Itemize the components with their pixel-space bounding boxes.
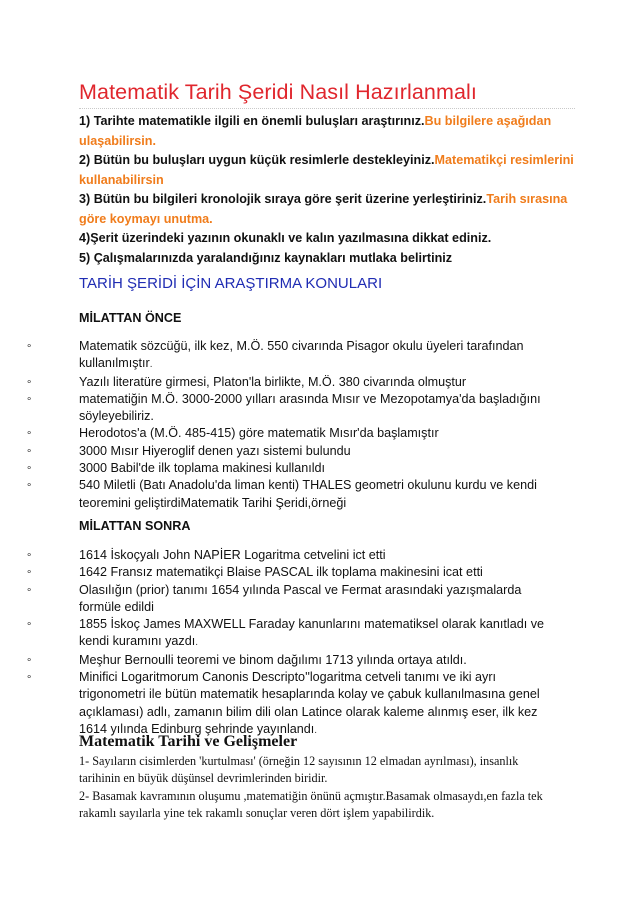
bullet-icon: ∘	[26, 463, 33, 475]
list-item: ∘ Meşhur Bernoulli teoremi ve binom dağılımı 1713 yılında ortaya atıldı.	[0, 652, 560, 669]
list-item: ∘ 1855 İskoç James MAXWELL Faraday kanunlarını matematiksel olarak kanıtladı ve kendi kuramını yazdı.	[26, 617, 545, 649]
instruction-step: 2) Bütün bu buluşları uygun küçük resimlerle destekleyiniz.Matematikçi resimlerini kullanabilirsin	[79, 153, 574, 187]
history-paragraph: 2- Basamak kavramının oluşumu ,matematiğin önünü açmıştır.Basamak olmasaydı,en fazla tek rakamlı sayılarla yine tek rakamlı sonuçlar veren dört işlem yapabilirdik.	[79, 789, 543, 821]
bullet-icon: ∘	[26, 480, 33, 492]
instruction-step: 5) Çalışmalarınızda yaralandığınız kaynakları mutlaka belirtiniz	[79, 250, 453, 265]
instructions	[79, 112, 579, 268]
bullet-icon: ∘	[26, 654, 33, 666]
page-title: Matematik Tarih Şeridi Nasıl Hazırlanmalı	[79, 80, 477, 104]
list-item: ∘ 3000 Mısır Hiyeroglif denen yazı sistemi bulundu	[0, 443, 560, 460]
bc-heading: MİLATTAN ÖNCE	[79, 311, 182, 325]
bc-list	[0, 338, 560, 512]
ad-heading: MİLATTAN SONRA	[79, 519, 191, 533]
list-item: ∘ Matematik sözcüğü, ilk kez, M.Ö. 550 civarında Pisagor okulu üyeleri tarafından kullanılmıştır.	[26, 339, 524, 371]
list-item: ∘ 1642 Fransız matematikçi Blaise PASCAL ilk toplama makinesini icat etti	[0, 564, 560, 581]
list-item: ∘ Minifici Logaritmorum Canonis Descripto''logaritma cetveli tanımı ve iki ayrı trigonometri ile bütün matematik hesaplarında kolay ve çabuk kullanılmasına genel açıklaması) adlı, zamanın bilim dili olan Latince olarak kaleme alınmış eser, ilk kez 1614 yılında Edinburg şehrinde yayınlandı.	[26, 670, 540, 736]
bullet-icon: ∘	[26, 341, 33, 352]
bullet-icon: ∘	[26, 672, 33, 684]
bullet-icon: ∘	[26, 567, 33, 579]
instruction-step: 1) Tarihte matematikle ilgili en önemli buluşları araştırınız.Bu bilgilere aşağıdan ulaşabilirsin.	[79, 114, 552, 148]
research-section-title: TARİH ŞERİDİ İÇİN ARAŞTIRMA KONULARI	[79, 275, 383, 292]
bullet-icon: ∘	[26, 584, 33, 596]
bullet-icon: ∘	[26, 445, 33, 457]
list-item: ∘ Yazılı literatüre girmesi, Platon'la birlikte, M.Ö. 380 civarında olmuştur	[0, 374, 560, 391]
history-title: Matematik Tarihi ve Gelişmeler	[79, 733, 298, 750]
reference-link[interactable]: .	[149, 359, 153, 371]
instruction-step: 4)Şerit üzerindeki yazının okunaklı ve kalın yazılmasına dikkat ediniz.	[79, 231, 492, 245]
list-item: ∘ matematiğin M.Ö. 3000-2000 yılları arasında Mısır ve Mezopotamya'da başladığını söyleyebiliriz.	[26, 391, 541, 424]
list-item: ∘ 540 Miletli (Batı Anadolu'da liman kenti) THALES geometri okulunu kurdu ve kendi teoremini geliştirdiMatematik Tarihi Şeridi,örneği	[26, 478, 537, 510]
list-item: ∘ 3000 Babil'de ilk toplama makinesi kullanıldı	[0, 460, 560, 477]
history-paragraph: 1- Sayıların cisimlerden 'kurtulması' (örneğin 12 sayısının 12 elmadan ayrılması), insanlık tarihinin en büyük düşünsel devrimlerinden biridir.	[79, 754, 519, 786]
list-item: ∘ 1614 İskoçyalı John NAPİER Logaritma cetvelini ict etti	[0, 547, 560, 564]
bullet-icon: ∘	[26, 550, 33, 561]
title-divider	[79, 108, 575, 109]
list-item: ∘ Herodotos'a (M.Ö. 485-415) göre matematik Mısır'da başlamıştır	[0, 425, 560, 442]
bullet-icon: ∘	[26, 428, 33, 440]
reference-link[interactable]: .	[314, 724, 318, 736]
ad-list	[0, 547, 560, 739]
bullet-icon: ∘	[26, 393, 33, 405]
bullet-icon: ∘	[26, 619, 33, 631]
list-item: ∘ Olasılığın (prior) tanımı 1654 yılında Pascal ve Fermat arasındaki yazışmalarda formüle edildi	[26, 582, 522, 614]
instruction-step: 3) Bütün bu bilgileri kronolojik sıraya göre şerit üzerine yerleştiriniz.Tarih sırasına göre koymayı unutma.	[79, 192, 568, 226]
reference-link[interactable]: .	[195, 637, 198, 649]
bullet-icon: ∘	[26, 376, 33, 388]
